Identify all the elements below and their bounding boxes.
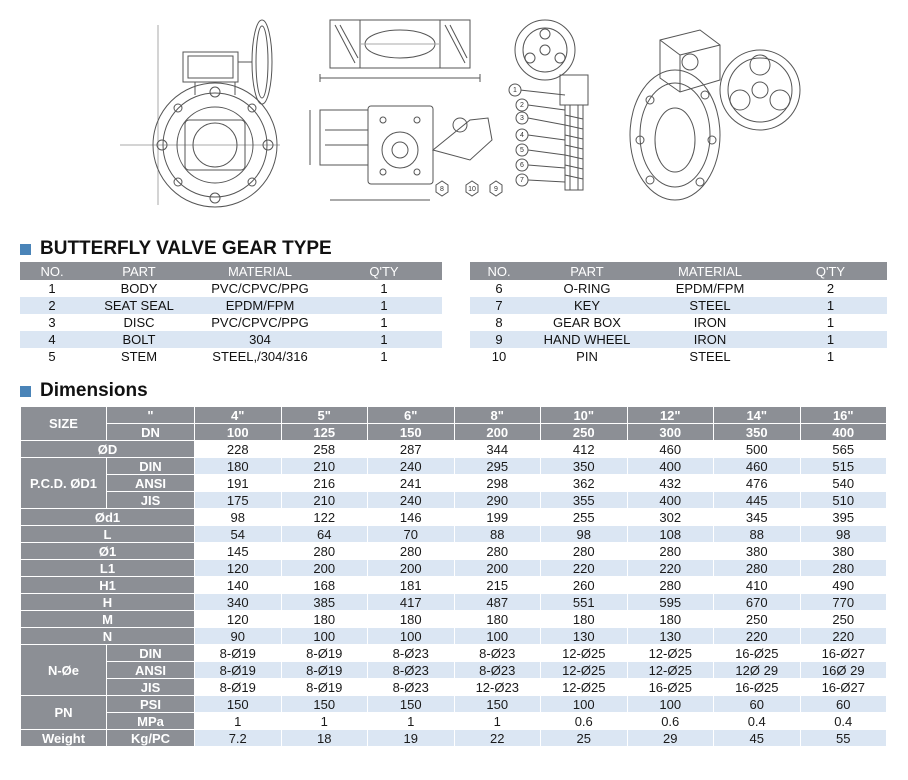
dim-label: ØD [21,441,195,458]
dim-value: 476 [714,475,801,492]
callout-markers [436,84,528,196]
size-inch-cell: 5" [281,407,368,424]
part-qty: 1 [326,297,442,314]
dim-value: 8-Ø23 [368,679,455,696]
part-no: 10 [470,348,528,365]
parts-table-left [20,262,442,365]
dim-value: 551 [541,594,628,611]
size-dn-cell: 100 [195,424,282,441]
size-inch-cell: 12" [627,407,714,424]
dims-row [21,543,887,560]
part-name: STEM [84,348,194,365]
size-inch-cell: 6" [368,407,455,424]
callout-3: 3 [520,115,524,122]
part-no: 8 [470,314,528,331]
part-material: 304 [194,331,326,348]
dim-value: 150 [195,696,282,713]
header-qty: Q'TY [774,262,887,280]
dim-value: 280 [627,543,714,560]
dim-value: 12-Ø23 [454,679,541,696]
dim-value: 255 [541,509,628,526]
dim-label: N [21,628,195,645]
part-qty: 2 [774,280,887,297]
dim-value: 355 [541,492,628,509]
dim-value: 1 [454,713,541,730]
part-name: KEY [528,297,646,314]
dim-value: 0.6 [541,713,628,730]
dims-header-dn-row [21,424,887,441]
header-material: MATERIAL [194,262,326,280]
inch-label: " [107,407,195,424]
dim-value: 146 [368,509,455,526]
dim-value: 362 [541,475,628,492]
dim-value: 16Ø 29 [800,662,887,679]
part-name: PIN [528,348,646,365]
parts-title-text: BUTTERFLY VALVE GEAR TYPE [40,238,332,259]
dim-value: 258 [281,441,368,458]
size-inch-cell: 8" [454,407,541,424]
dim-value: 54 [195,526,282,543]
dim-value: 345 [714,509,801,526]
header-material: MATERIAL [646,262,774,280]
parts-header-row [20,262,442,280]
part-no: 2 [20,297,84,314]
dim-value: 168 [281,577,368,594]
parts-row [470,280,887,297]
dim-label: H1 [21,577,195,594]
dim-value: 130 [627,628,714,645]
dim-sub-label: Kg/PC [107,730,195,747]
dim-sub-label: DIN [107,645,195,662]
dim-value: 210 [281,458,368,475]
dims-row [21,594,887,611]
parts-row [20,297,442,314]
part-material: STEEL [646,297,774,314]
dim-value: 100 [541,696,628,713]
parts-row [470,297,887,314]
dim-value: 29 [627,730,714,747]
dim-value: 290 [454,492,541,509]
dim-value: 8-Ø23 [368,645,455,662]
header-no: NO. [20,262,84,280]
parts-table-right [470,262,887,365]
dim-value: 400 [627,458,714,475]
size-dn-cell: 350 [714,424,801,441]
part-qty: 1 [326,314,442,331]
dims-row [21,475,887,492]
dim-label: Ød1 [21,509,195,526]
front-view-drawing [120,20,280,207]
part-material: IRON [646,314,774,331]
dim-value: 180 [627,611,714,628]
part-material: PVC/CPVC/PPG [194,314,326,331]
dim-sub-label: JIS [107,679,195,696]
dim-label: M [21,611,195,628]
part-no: 7 [470,297,528,314]
parts-row [20,348,442,365]
dim-group-label: P.C.D. ØD1 [21,458,107,509]
part-no: 6 [470,280,528,297]
dim-value: 8-Ø19 [195,662,282,679]
dim-label: L [21,526,195,543]
dim-value: 395 [800,509,887,526]
dim-value: 100 [368,628,455,645]
dim-value: 220 [541,560,628,577]
dim-value: 64 [281,526,368,543]
dim-value: 191 [195,475,282,492]
dim-value: 220 [800,628,887,645]
parts-row [20,314,442,331]
dim-value: 295 [454,458,541,475]
section-marker-icon [20,386,31,397]
dim-value: 280 [800,560,887,577]
dim-value: 280 [627,577,714,594]
dim-value: 280 [714,560,801,577]
dim-value: 460 [714,458,801,475]
part-name: HAND WHEEL [528,331,646,348]
dim-value: 90 [195,628,282,645]
size-dn-cell: 150 [368,424,455,441]
dim-value: 120 [195,611,282,628]
dim-value: 18 [281,730,368,747]
dim-value: 180 [281,611,368,628]
dim-value: 12-Ø25 [541,662,628,679]
parts-section-title [20,238,332,260]
dim-value: 8-Ø23 [454,662,541,679]
part-material: EPDM/FPM [194,297,326,314]
dim-value: 216 [281,475,368,492]
dim-value: 595 [627,594,714,611]
callout-10: 10 [468,186,476,193]
dim-sub-label: DIN [107,458,195,475]
dims-row [21,662,887,679]
part-no: 4 [20,331,84,348]
dim-value: 280 [368,543,455,560]
dim-value: 410 [714,577,801,594]
part-material: IRON [646,331,774,348]
dims-row [21,441,887,458]
dim-value: 22 [454,730,541,747]
callout-9: 9 [494,186,498,193]
dim-value: 180 [368,611,455,628]
dim-value: 12Ø 29 [714,662,801,679]
dim-value: 70 [368,526,455,543]
parts-row [20,331,442,348]
dim-value: 180 [541,611,628,628]
part-name: BOLT [84,331,194,348]
dim-value: 344 [454,441,541,458]
dim-value: 565 [800,441,887,458]
dim-value: 280 [541,543,628,560]
dim-value: 130 [541,628,628,645]
dim-value: 280 [281,543,368,560]
dim-value: 445 [714,492,801,509]
dimensions-table [20,406,887,747]
dim-value: 98 [541,526,628,543]
dim-value: 60 [714,696,801,713]
dim-value: 417 [368,594,455,611]
dim-group-label: PN [21,696,107,730]
part-qty: 1 [774,348,887,365]
dim-value: 100 [281,628,368,645]
dim-value: 25 [541,730,628,747]
size-dn-cell: 200 [454,424,541,441]
dim-sub-label: PSI [107,696,195,713]
dim-value: 1 [368,713,455,730]
dim-value: 350 [541,458,628,475]
dim-value: 460 [627,441,714,458]
dim-value: 60 [800,696,887,713]
dim-value: 240 [368,458,455,475]
part-name: O-RING [528,280,646,297]
dim-label: H [21,594,195,611]
part-no: 5 [20,348,84,365]
dim-value: 1 [195,713,282,730]
dim-value: 298 [454,475,541,492]
dim-value: 16-Ø25 [714,679,801,696]
dim-value: 199 [454,509,541,526]
size-dn-cell: 400 [800,424,887,441]
dims-row [21,526,887,543]
dim-value: 100 [454,628,541,645]
dim-value: 210 [281,492,368,509]
dim-value: 1 [281,713,368,730]
dim-value: 108 [627,526,714,543]
dim-value: 240 [368,492,455,509]
dim-sub-label: MPa [107,713,195,730]
callout-4: 4 [520,132,524,139]
dim-value: 510 [800,492,887,509]
dim-value: 432 [627,475,714,492]
dim-value: 175 [195,492,282,509]
dim-value: 670 [714,594,801,611]
size-dn-cell: 125 [281,424,368,441]
dim-value: 12-Ø25 [541,645,628,662]
dims-row [21,492,887,509]
dim-value: 200 [454,560,541,577]
dim-value: 400 [627,492,714,509]
dims-row [21,509,887,526]
dim-value: 280 [454,543,541,560]
dimensions-title-text: Dimensions [40,380,148,401]
dim-value: 490 [800,577,887,594]
part-material: PVC/CPVC/PPG [194,280,326,297]
dim-value: 340 [195,594,282,611]
header-part: PART [528,262,646,280]
dim-value: 180 [454,611,541,628]
dim-value: 8-Ø23 [368,662,455,679]
header-part: PART [84,262,194,280]
dim-value: 8-Ø19 [281,679,368,696]
dim-value: 540 [800,475,887,492]
dim-value: 150 [368,696,455,713]
dim-group-label: N-Øe [21,645,107,696]
dim-value: 220 [714,628,801,645]
callout-6: 6 [520,162,524,169]
dims-row [21,458,887,475]
dim-value: 140 [195,577,282,594]
dims-row [21,560,887,577]
dim-sub-label: JIS [107,492,195,509]
size-inch-cell: 10" [541,407,628,424]
dim-value: 500 [714,441,801,458]
dims-row [21,679,887,696]
dims-row [21,645,887,662]
part-qty: 1 [326,348,442,365]
parts-row [20,280,442,297]
dim-value: 241 [368,475,455,492]
dims-row [21,628,887,645]
dim-value: 120 [195,560,282,577]
dim-value: 250 [800,611,887,628]
dim-value: 250 [714,611,801,628]
dims-row [21,696,887,713]
parts-row [470,314,887,331]
part-material: STEEL [646,348,774,365]
part-qty: 1 [326,331,442,348]
dims-row [21,577,887,594]
size-inch-cell: 14" [714,407,801,424]
dim-value: 287 [368,441,455,458]
dim-value: 200 [281,560,368,577]
dim-value: 0.4 [800,713,887,730]
dim-group-label: Weight [21,730,107,747]
part-qty: 1 [326,280,442,297]
header-no: NO. [470,262,528,280]
dim-value: 220 [627,560,714,577]
dim-value: 150 [281,696,368,713]
size-dn-cell: 300 [627,424,714,441]
dim-value: 98 [195,509,282,526]
dim-value: 122 [281,509,368,526]
dim-value: 16-Ø27 [800,679,887,696]
dim-value: 215 [454,577,541,594]
dim-value: 7.2 [195,730,282,747]
part-no: 9 [470,331,528,348]
size-inch-cell: 16" [800,407,887,424]
callout-7: 7 [520,177,524,184]
dim-value: 385 [281,594,368,611]
callout-1: 1 [513,87,517,94]
dim-value: 380 [714,543,801,560]
dim-value: 770 [800,594,887,611]
dim-value: 12-Ø25 [627,645,714,662]
dim-value: 8-Ø19 [195,679,282,696]
dim-value: 12-Ø25 [541,679,628,696]
dim-label: L1 [21,560,195,577]
dims-row [21,730,887,747]
part-name: DISC [84,314,194,331]
part-qty: 1 [774,297,887,314]
dim-value: 150 [454,696,541,713]
valve-drawings [0,0,908,232]
dim-value: 16-Ø27 [800,645,887,662]
dims-header-inch-row [21,407,887,424]
dim-value: 0.6 [627,713,714,730]
dim-sub-label: ANSI [107,662,195,679]
dim-value: 200 [368,560,455,577]
parts-row [470,331,887,348]
dim-value: 8-Ø19 [195,645,282,662]
dim-value: 181 [368,577,455,594]
header-qty: Q'TY [326,262,442,280]
part-material: STEEL,/304/316 [194,348,326,365]
size-header: SIZE [21,407,107,441]
parts-header-row [470,262,887,280]
part-name: BODY [84,280,194,297]
part-name: SEAT SEAL [84,297,194,314]
dim-value: 8-Ø19 [281,645,368,662]
dn-label: DN [107,424,195,441]
part-no: 3 [20,314,84,331]
callout-5: 5 [520,147,524,154]
dim-value: 8-Ø19 [281,662,368,679]
dim-sub-label: ANSI [107,475,195,492]
part-material: EPDM/FPM [646,280,774,297]
dim-value: 12-Ø25 [627,662,714,679]
section-view-drawing [310,20,492,200]
size-inch-cell: 4" [195,407,282,424]
dim-value: 19 [368,730,455,747]
dim-value: 88 [714,526,801,543]
dim-value: 45 [714,730,801,747]
size-dn-cell: 250 [541,424,628,441]
dim-value: 380 [800,543,887,560]
dim-value: 145 [195,543,282,560]
part-name: GEAR BOX [528,314,646,331]
dim-value: 16-Ø25 [627,679,714,696]
part-qty: 1 [774,331,887,348]
perspective-drawing [630,30,800,200]
dim-label: Ø1 [21,543,195,560]
parts-row [470,348,887,365]
dims-row [21,611,887,628]
dim-value: 302 [627,509,714,526]
dim-value: 100 [627,696,714,713]
dimensions-section-title [20,380,148,402]
dim-value: 16-Ø25 [714,645,801,662]
dim-value: 515 [800,458,887,475]
dim-value: 55 [800,730,887,747]
dim-value: 88 [454,526,541,543]
callout-2: 2 [520,102,524,109]
dim-value: 98 [800,526,887,543]
part-qty: 1 [774,314,887,331]
dim-value: 412 [541,441,628,458]
dim-value: 0.4 [714,713,801,730]
dim-value: 8-Ø23 [454,645,541,662]
dim-value: 228 [195,441,282,458]
dim-value: 260 [541,577,628,594]
section-marker-icon [20,244,31,255]
callout-8: 8 [440,186,444,193]
part-no: 1 [20,280,84,297]
dims-row [21,713,887,730]
dim-value: 487 [454,594,541,611]
dim-value: 180 [195,458,282,475]
